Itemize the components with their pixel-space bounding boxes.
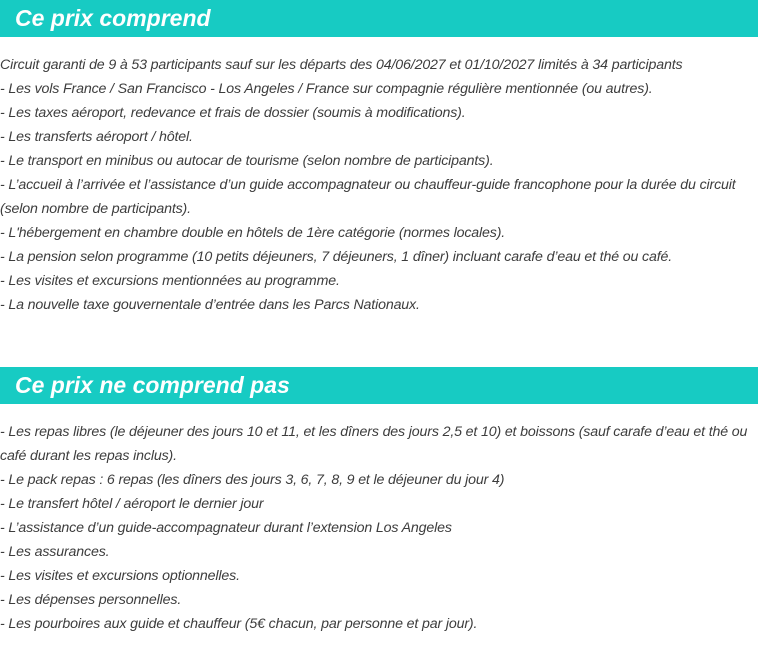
list-item: - La pension selon programme (10 petits déjeuners, 7 déjeuners, 1 dîner) incluant carafe d’eau et thé ou café. xyxy=(0,249,673,265)
list-item: - Les vols France / San Francisco - Los Angeles / France sur compagnie régulière mentionnée (ou autres). xyxy=(0,81,653,97)
list-item: - Les taxes aéroport, redevance et frais de dossier (soumis à modifications). xyxy=(0,105,466,121)
list-item: - L’assistance d’un guide-accompagnateur durant l’extension Los Angeles xyxy=(0,520,452,536)
list-item: - La nouvelle taxe gouvernentale d’entrée dans les Parcs Nationaux. xyxy=(0,297,420,313)
included-section-title: Ce prix comprend xyxy=(0,0,758,37)
list-item: - Les visites et excursions mentionnées au programme. xyxy=(0,273,340,289)
list-item: - Les dépenses personnelles. xyxy=(0,592,182,608)
list-item: - Le pack repas : 6 repas (les dîners des jours 3, 6, 7, 8, 9 et le déjeuner du jour 4) xyxy=(0,472,505,488)
list-item: - Les visites et excursions optionnelles. xyxy=(0,568,240,584)
excluded-list xyxy=(0,420,758,636)
list-item: - Les assurances. xyxy=(0,544,110,560)
list-item: - Les pourboires aux guide et chauffeur (5€ chacun, par personne et par jour). xyxy=(0,616,478,632)
list-item: - Les transferts aéroport / hôtel. xyxy=(0,129,193,145)
list-item: - L'hébergement en chambre double en hôtels de 1ère catégorie (normes locales). xyxy=(0,225,506,241)
list-item: - Le transfert hôtel / aéroport le dernier jour xyxy=(0,496,264,512)
list-item: Circuit garanti de 9 à 53 participants sauf sur les départs des 04/06/2027 et 01/10/2027 limités à 34 participants xyxy=(0,57,683,73)
list-item: - L’accueil à l’arrivée et l’assistance d’un guide accompagnateur ou chauffeur-guide francophone pour la durée du circuit (selon nombre de participants). xyxy=(0,177,736,217)
list-item: - Le transport en minibus ou autocar de tourisme (selon nombre de participants). xyxy=(0,153,494,169)
list-item: - Les repas libres (le déjeuner des jours 10 et 11, et les dîners des jours 2,5 et 10) et boissons (sauf carafe d’eau et thé ou café durant les repas inclus). xyxy=(0,424,748,464)
excluded-section-title: Ce prix ne comprend pas xyxy=(0,367,758,404)
included-list xyxy=(0,53,758,317)
